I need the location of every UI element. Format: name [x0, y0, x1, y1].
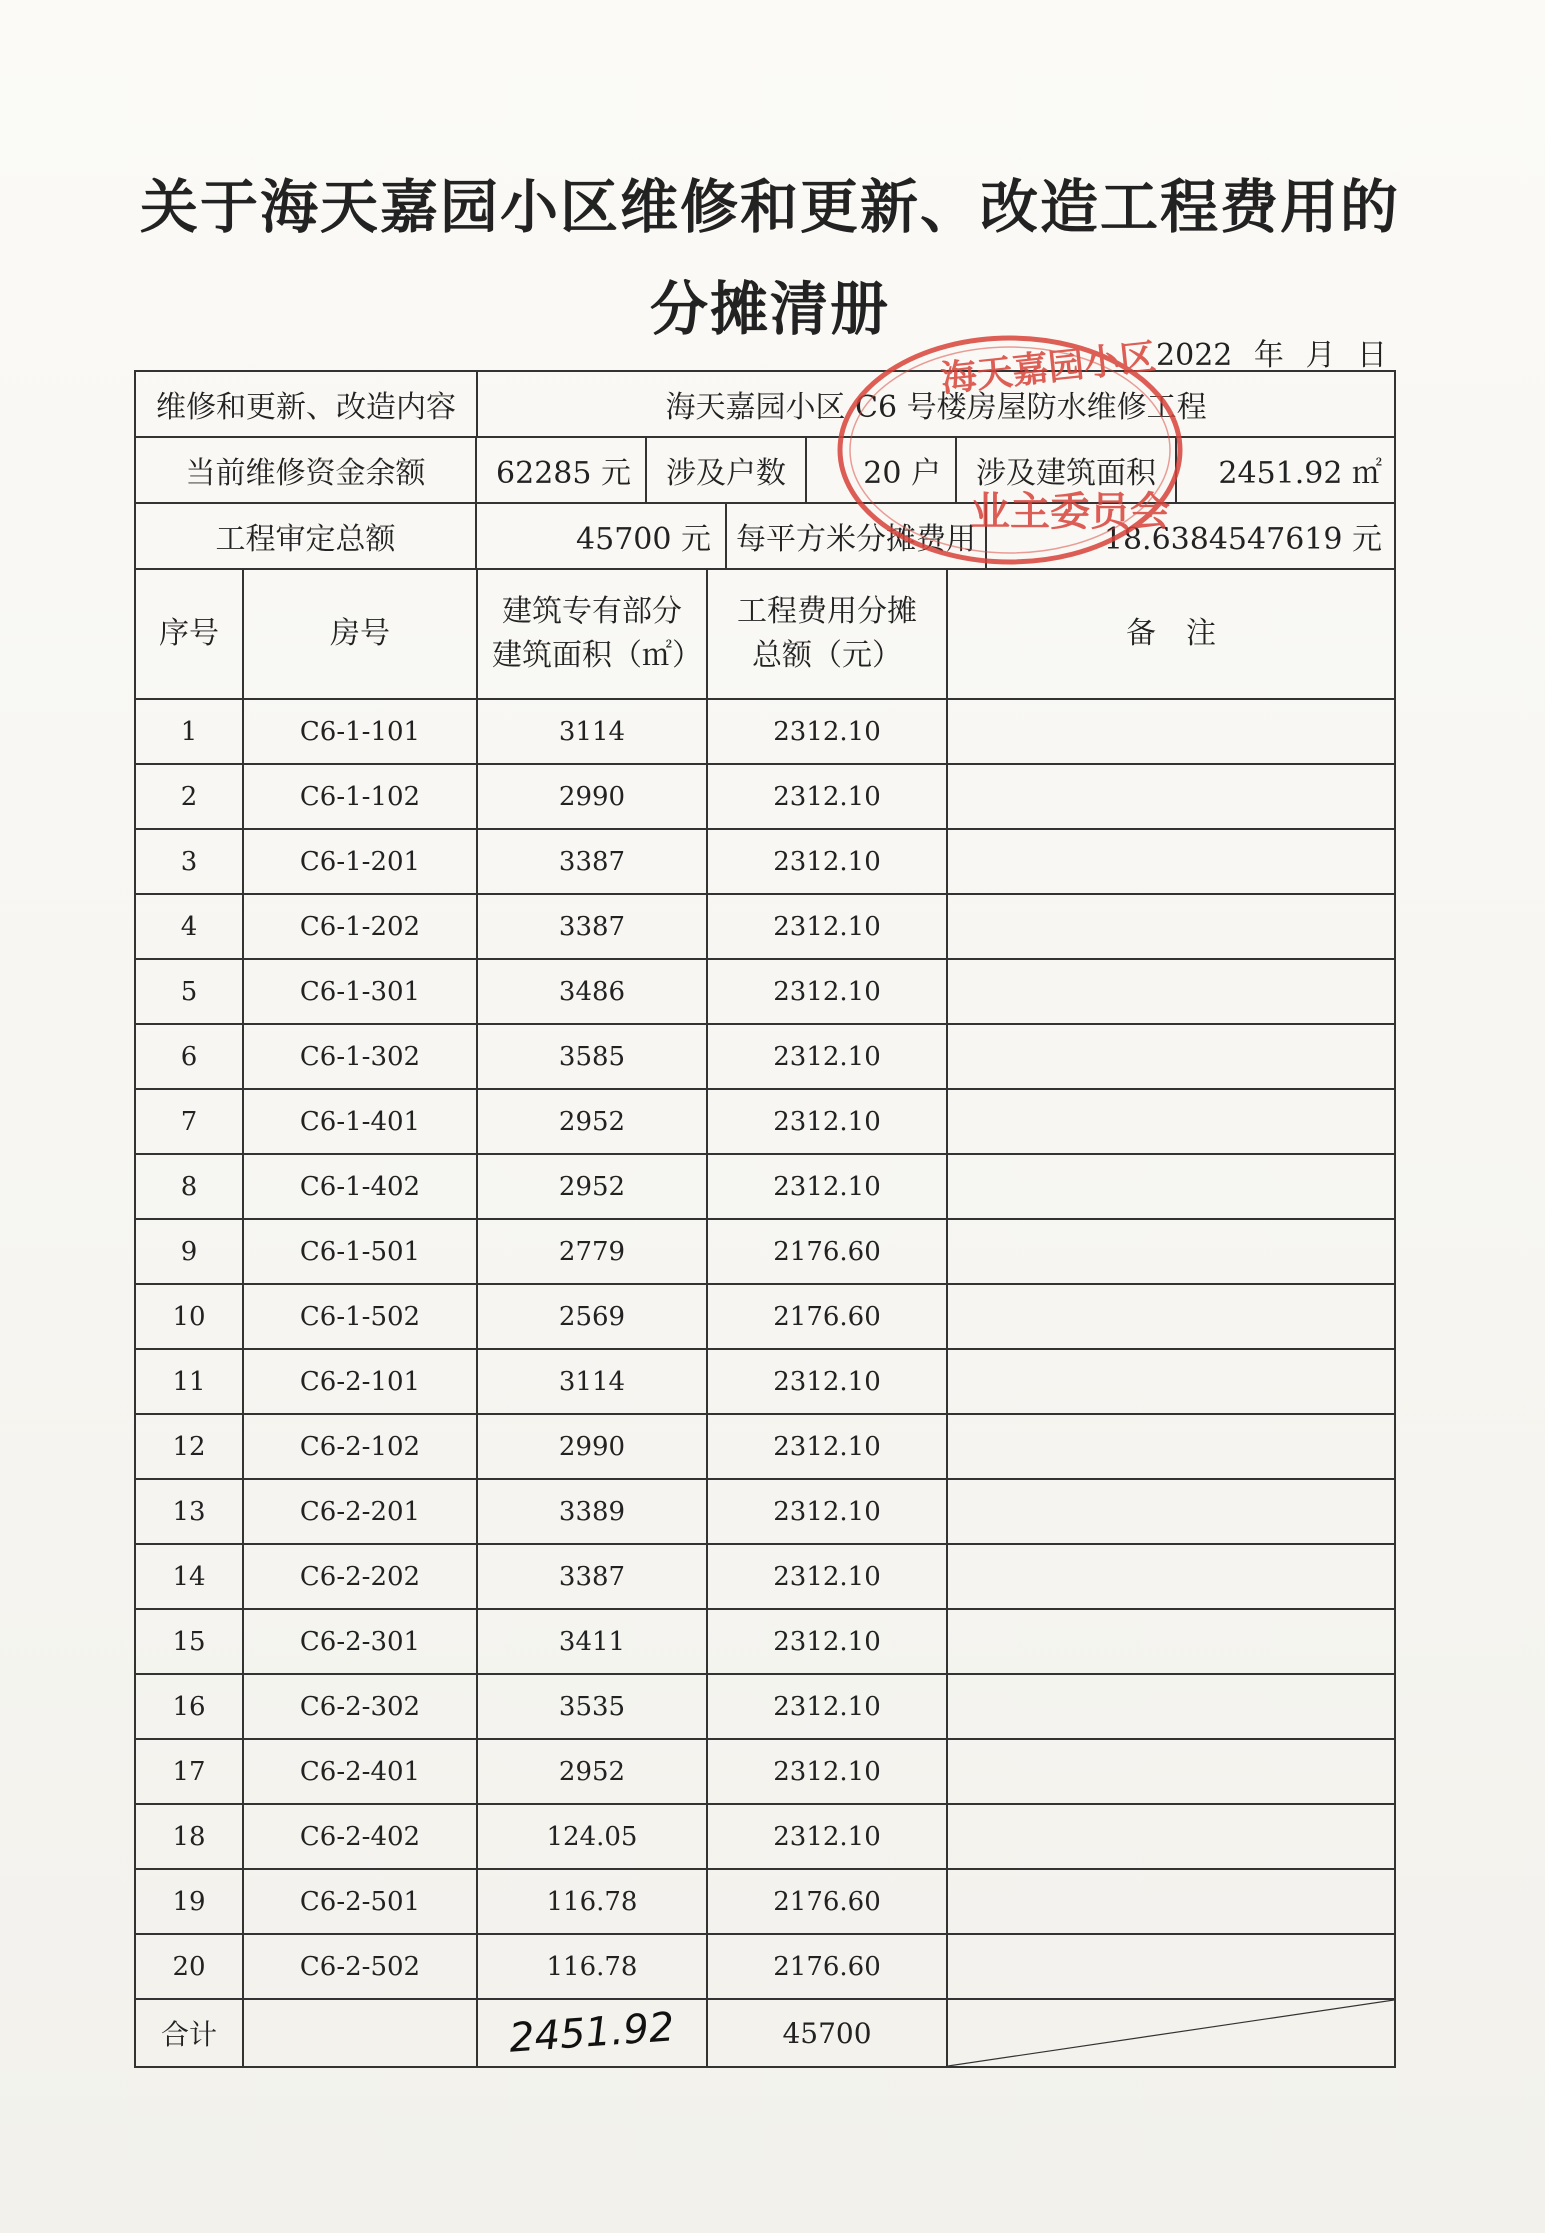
row-room: C6-1-201: [243, 829, 477, 894]
row-seq: 10: [135, 1284, 243, 1349]
total-note-crossed: [947, 1999, 1395, 2067]
summary-row-content: [135, 371, 1395, 437]
row-seq: 2: [135, 764, 243, 829]
row-area: 3535: [477, 1674, 707, 1739]
row-cost: 2312.10: [707, 1414, 947, 1479]
row-room: C6-2-101: [243, 1349, 477, 1414]
row-area: 3389: [477, 1479, 707, 1544]
row-seq: 17: [135, 1739, 243, 1804]
row-area: 3486: [477, 959, 707, 1024]
table-row: [135, 764, 1395, 829]
total-label: 合计: [135, 1999, 243, 2067]
content-label: 维修和更新、改造内容: [135, 371, 477, 437]
table-row: [135, 829, 1395, 894]
row-area: 2952: [477, 1154, 707, 1219]
row-cost: 2312.10: [707, 1154, 947, 1219]
row-seq: 3: [135, 829, 243, 894]
table-row: [135, 699, 1395, 764]
seal-text-bottom: 业主委员会: [970, 488, 1170, 535]
row-area: 2990: [477, 764, 707, 829]
fund-value: 62285 元: [476, 438, 646, 502]
row-seq: 12: [135, 1414, 243, 1479]
table-row: [135, 1284, 1395, 1349]
row-cost: 2312.10: [707, 1544, 947, 1609]
row-room: C6-2-402: [243, 1804, 477, 1869]
row-note: [947, 894, 1395, 959]
row-seq: 7: [135, 1089, 243, 1154]
households-value: 20 户: [806, 438, 956, 502]
total-area-handwritten: 2451.92: [507, 2004, 677, 2062]
row-room: C6-1-501: [243, 1219, 477, 1284]
row-note: [947, 1349, 1395, 1414]
col-header-seq: 序号: [135, 569, 243, 699]
table-row: [135, 1024, 1395, 1089]
row-cost: 2312.10: [707, 699, 947, 764]
row-area: 124.05: [477, 1804, 707, 1869]
col-header-area: 建筑专有部分建筑面积（㎡）: [477, 569, 707, 699]
total-area-cell: [477, 1999, 707, 2067]
row-note: [947, 1284, 1395, 1349]
row-note: [947, 1154, 1395, 1219]
row-room: C6-2-301: [243, 1609, 477, 1674]
total-room-empty: [243, 1999, 477, 2067]
row-area: 3387: [477, 894, 707, 959]
col-header-cost: 工程费用分摊总额（元）: [707, 569, 947, 699]
row-seq: 9: [135, 1219, 243, 1284]
row-area: 116.78: [477, 1934, 707, 1999]
row-room: C6-2-501: [243, 1869, 477, 1934]
row-room: C6-1-101: [243, 699, 477, 764]
summary-row-fund: [135, 437, 1395, 503]
row-room: C6-2-202: [243, 1544, 477, 1609]
table-row: [135, 959, 1395, 1024]
table-row: [135, 1479, 1395, 1544]
row-note: [947, 1609, 1395, 1674]
row-area: 3387: [477, 829, 707, 894]
approved-subtable: [136, 504, 1395, 568]
row-room: C6-2-302: [243, 1674, 477, 1739]
row-room: C6-1-102: [243, 764, 477, 829]
row-cost: 2312.10: [707, 1024, 947, 1089]
row-note: [947, 1544, 1395, 1609]
table-row: [135, 1349, 1395, 1414]
row-seq: 19: [135, 1869, 243, 1934]
row-cost: 2312.10: [707, 1739, 947, 1804]
row-room: C6-1-402: [243, 1154, 477, 1219]
row-cost: 2312.10: [707, 1479, 947, 1544]
row-cost: 2176.60: [707, 1284, 947, 1349]
table-row: [135, 1609, 1395, 1674]
area-label: 涉及建筑面积: [956, 438, 1176, 502]
diagonal-strike: [948, 2000, 1394, 2066]
table-row: [135, 894, 1395, 959]
row-seq: 16: [135, 1674, 243, 1739]
approved-value: 45700 元: [476, 504, 726, 568]
row-area: 3387: [477, 1544, 707, 1609]
row-cost: 2312.10: [707, 959, 947, 1024]
row-area: 2952: [477, 1739, 707, 1804]
row-cost: 2312.10: [707, 764, 947, 829]
row-cost: 2176.60: [707, 1869, 947, 1934]
row-cost: 2176.60: [707, 1934, 947, 1999]
row-seq: 20: [135, 1934, 243, 1999]
row-room: C6-1-502: [243, 1284, 477, 1349]
row-note: [947, 1479, 1395, 1544]
row-cost: 2312.10: [707, 1804, 947, 1869]
per-sqm-label: 每平方米分摊费用: [726, 504, 986, 568]
row-note: [947, 1089, 1395, 1154]
row-cost: 2312.10: [707, 829, 947, 894]
table-row: [135, 1544, 1395, 1609]
table-row: [135, 1089, 1395, 1154]
row-note: [947, 829, 1395, 894]
document-title-line2: 分摊清册: [649, 275, 890, 343]
row-room: C6-2-201: [243, 1479, 477, 1544]
row-note: [947, 959, 1395, 1024]
approved-label: 工程审定总额: [136, 504, 476, 568]
row-area: 2990: [477, 1414, 707, 1479]
row-seq: 18: [135, 1804, 243, 1869]
row-area: 3411: [477, 1609, 707, 1674]
row-cost: 2176.60: [707, 1219, 947, 1284]
row-area: 116.78: [477, 1869, 707, 1934]
row-room: C6-1-202: [243, 894, 477, 959]
row-note: [947, 699, 1395, 764]
row-seq: 15: [135, 1609, 243, 1674]
table-row: [135, 1674, 1395, 1739]
row-seq: 11: [135, 1349, 243, 1414]
row-cost: 2312.10: [707, 1609, 947, 1674]
table-row: [135, 1414, 1395, 1479]
row-note: [947, 1804, 1395, 1869]
per-sqm-value: 18.6384547619 元: [1103, 522, 1382, 557]
total-row: [135, 1999, 1395, 2067]
row-area: 2779: [477, 1219, 707, 1284]
table-row: [135, 1869, 1395, 1934]
row-seq: 13: [135, 1479, 243, 1544]
row-cost: 2312.10: [707, 1349, 947, 1414]
document-title-line1: 关于海天嘉园小区维修和更新、改造工程费用的: [139, 173, 1400, 241]
col-header-note: 备 注: [947, 569, 1395, 699]
row-cost: 2312.10: [707, 894, 947, 959]
area-value: 2451.92 ㎡: [1218, 456, 1382, 491]
row-area: 3585: [477, 1024, 707, 1089]
row-seq: 1: [135, 699, 243, 764]
row-seq: 14: [135, 1544, 243, 1609]
fund-label: 当前维修资金余额: [136, 438, 476, 502]
row-note: [947, 1024, 1395, 1089]
row-room: C6-2-502: [243, 1934, 477, 1999]
row-note: [947, 1869, 1395, 1934]
seal-text-top: 海天嘉园小区: [938, 335, 1158, 401]
col-header-room: 房号: [243, 569, 477, 699]
row-cost: 2312.10: [707, 1674, 947, 1739]
row-seq: 5: [135, 959, 243, 1024]
row-note: [947, 1739, 1395, 1804]
row-room: C6-1-301: [243, 959, 477, 1024]
allocation-table: [134, 370, 1396, 2068]
table-row: [135, 1219, 1395, 1284]
content-value: 海天嘉园小区 C6 号楼房屋防水维修工程: [477, 371, 1395, 437]
fund-subtable: [136, 438, 1395, 502]
table-row: [135, 1934, 1395, 1999]
row-room: C6-2-401: [243, 1739, 477, 1804]
row-note: [947, 1414, 1395, 1479]
row-note: [947, 1674, 1395, 1739]
row-seq: 8: [135, 1154, 243, 1219]
row-seq: 4: [135, 894, 243, 959]
row-area: 3114: [477, 1349, 707, 1414]
row-note: [947, 764, 1395, 829]
summary-row-approved: [135, 503, 1395, 569]
row-seq: 6: [135, 1024, 243, 1089]
row-area: 2569: [477, 1284, 707, 1349]
table-row: [135, 1739, 1395, 1804]
row-area: 2952: [477, 1089, 707, 1154]
households-label: 涉及户数: [646, 438, 806, 502]
row-cost: 2312.10: [707, 1089, 947, 1154]
row-room: C6-2-102: [243, 1414, 477, 1479]
row-room: C6-1-302: [243, 1024, 477, 1089]
row-room: C6-1-401: [243, 1089, 477, 1154]
table-row: [135, 1154, 1395, 1219]
row-note: [947, 1934, 1395, 1999]
row-area: 3114: [477, 699, 707, 764]
row-note: [947, 1219, 1395, 1284]
document-date: 2022 年 月 日: [1156, 338, 1387, 373]
total-cost: 45700: [707, 1999, 947, 2067]
column-header-row: [135, 569, 1395, 699]
table-row: [135, 1804, 1395, 1869]
